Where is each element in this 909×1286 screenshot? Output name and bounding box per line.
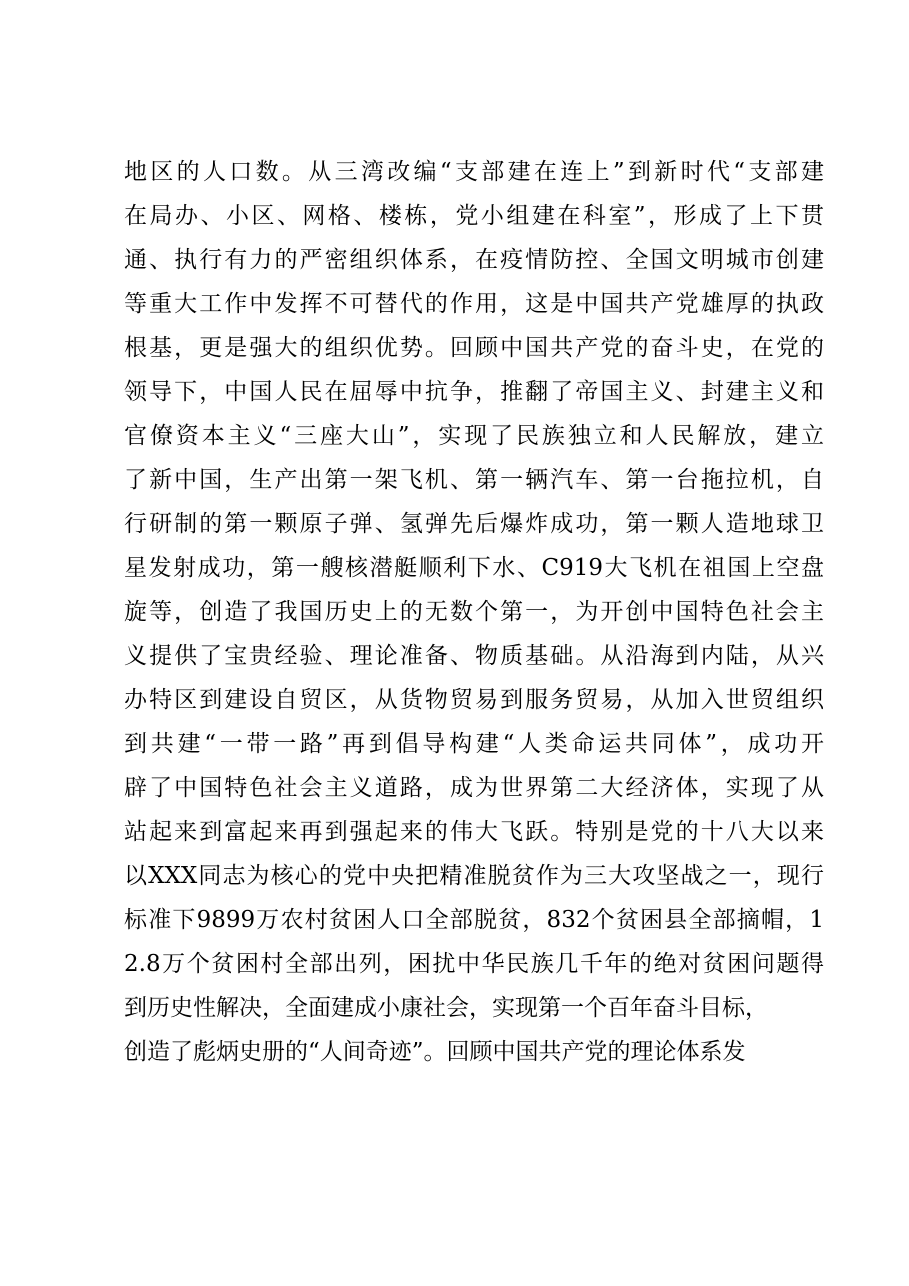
text-line: 站起来到富起来再到强起来的伟大飞跃。特别是党的十八大以来: [124, 819, 824, 845]
text-line: 2.8万个贫困村全部出列，困扰中华民族几千年的绝对贫困问题得: [124, 951, 824, 977]
text-line: 办特区到建设自贸区，从货物贸易到服务贸易，从加入世贸组织: [124, 687, 824, 713]
text-line: 官僚资本主义“三座大山”，实现了民族独立和人民解放，建立: [124, 423, 824, 449]
text-line: 等重大工作中发挥不可替代的作用，这是中国共产党雄厚的执政: [124, 291, 824, 317]
text-line: 领导下，中国人民在屈辱中抗争，推翻了帝国主义、封建主义和: [124, 379, 824, 405]
text-line: 到共建“一带一路”再到倡导构建“人类命运共同体”，成功开: [124, 731, 824, 757]
text-line: 根基，更是强大的组织优势。回顾中国共产党的奋斗史，在党的: [124, 335, 824, 361]
text-line: 义提供了宝贵经验、理论准备、物质基础。从沿海到内陆，从兴: [124, 643, 824, 669]
text-line: 了新中国，生产出第一架飞机、第一辆汽车、第一台拖拉机，自: [124, 467, 824, 493]
text-line: 以XXX同志为核心的党中央把精准脱贫作为三大攻坚战之一，现行: [124, 863, 824, 889]
text-line: 辟了中国特色社会主义道路，成为世界第二大经济体，实现了从: [124, 775, 824, 801]
text-line: 旋等，创造了我国历史上的无数个第一，为开创中国特色社会主: [124, 599, 824, 625]
text-line: 通、执行有力的严密组织体系，在疫情防控、全国文明城市创建: [124, 247, 824, 273]
text-line: 创造了彪炳史册的“人间奇迹”。回顾中国共产党的理论体系发: [124, 1039, 746, 1065]
text-line: 在局办、小区、网格、楼栋，党小组建在科室”，形成了上下贯: [124, 203, 824, 229]
text-line: 到历史性解决，全面建成小康社会，实现第一个百年奋斗目标，: [124, 995, 768, 1021]
text-line: 地区的人口数。从三湾改编“支部建在连上”到新时代“支部建: [124, 159, 824, 185]
body-paragraph: [124, 150, 824, 1074]
text-line: 行研制的第一颗原子弹、氢弹先后爆炸成功，第一颗人造地球卫: [124, 511, 824, 537]
text-line: 标准下9899万农村贫困人口全部脱贫，832个贫困县全部摘帽，1: [124, 907, 824, 933]
text-line: 星发射成功，第一艘核潜艇顺利下水、C919大飞机在祖国上空盘: [124, 555, 824, 581]
